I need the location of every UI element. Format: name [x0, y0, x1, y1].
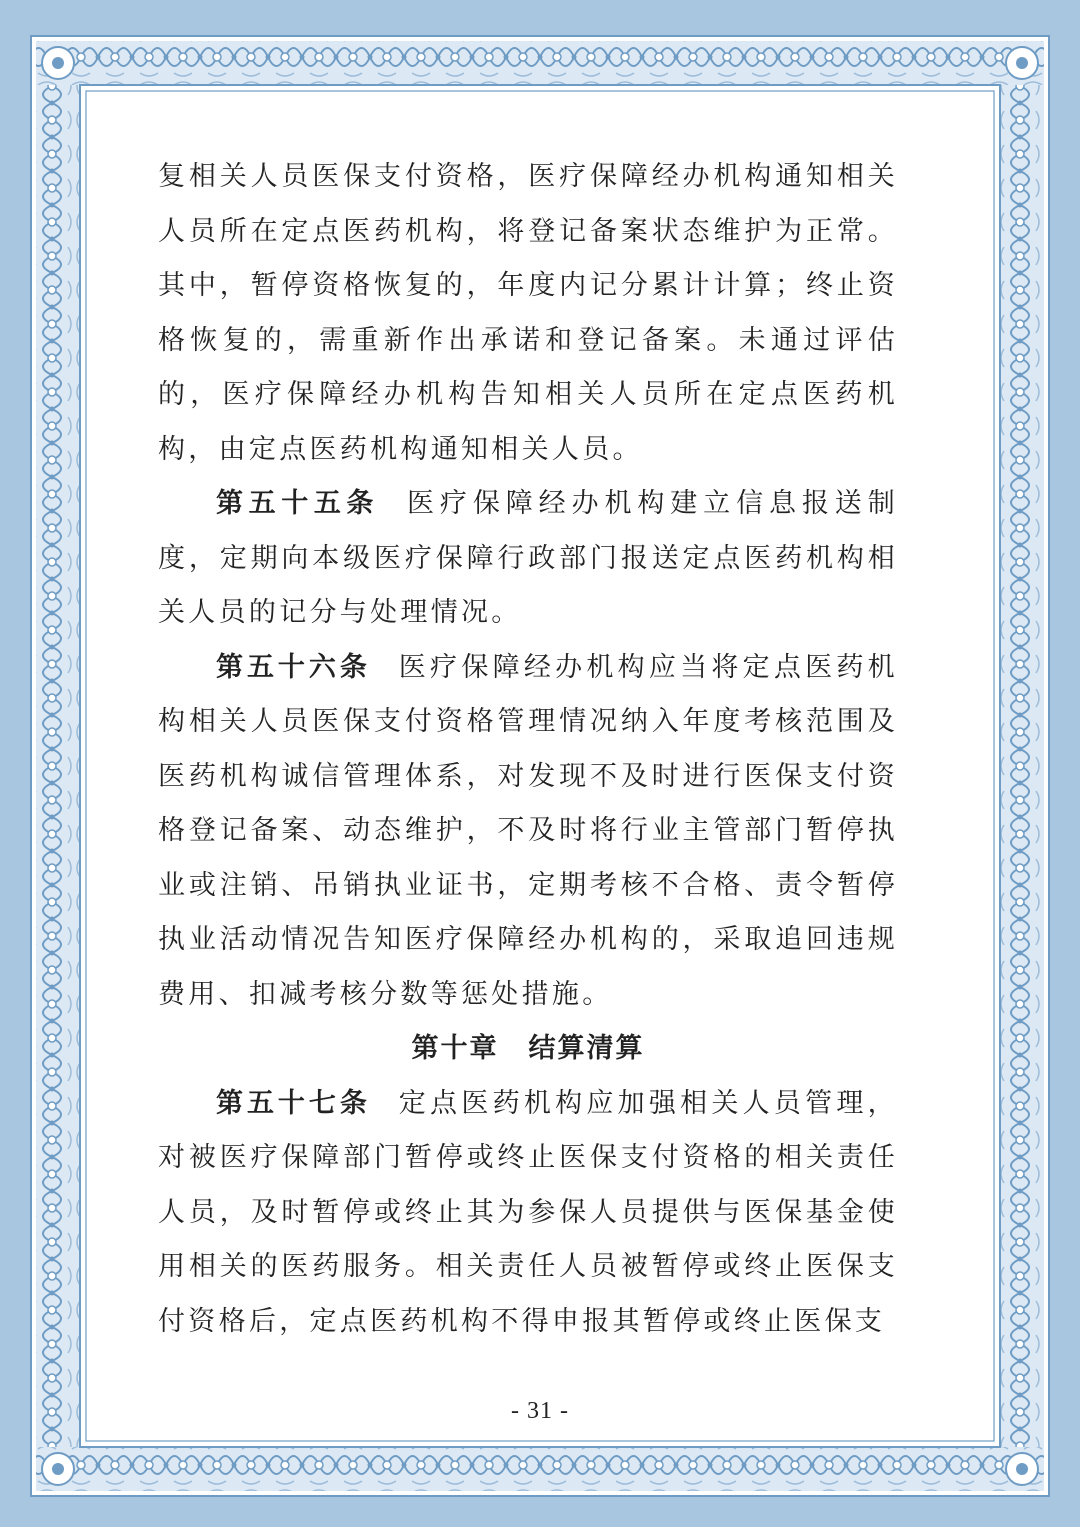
chapter-number: 第十章 [411, 1033, 499, 1064]
chapter-title: 结算清算 [528, 1033, 645, 1064]
page-body [158, 150, 898, 1349]
article-56 [158, 641, 898, 1023]
article-text: 医疗保障经办机构建立信息报送制度，定期向本级医疗保障行政部门报送定点医药机构相关人员的记分与处理情况。 [158, 488, 899, 628]
continuation-paragraph: 复相关人员医保支付资格，医疗保障经办机构通知相关人员所在定点医药机构，将登记备案状态维护为正常。其中，暂停资格恢复的，年度内记分累计计算；终止资格恢复的，需重新作出承诺和登记备案。未通过评估的，医疗保障经办机构告知相关人员所在定点医药机构，由定点医药机构通知相关人员。 [158, 161, 898, 465]
article-text: 定点医药机构应加强相关人员管理，对被医疗保障部门暂停或终止医保支付资格的相关责任人员，及时暂停或终止其为参保人员提供与医保基金使用相关的医药服务。相关责任人员被暂停或终止医保支付资格后，定点医药机构不得申报其暂停或终止医保支 [158, 1087, 898, 1337]
chapter-heading [158, 1022, 898, 1077]
article-number: 第五十五条 [216, 488, 380, 519]
article-55 [158, 477, 898, 641]
page-number: - 31 - [511, 1398, 569, 1424]
article-text: 医疗保障经办机构应当将定点医药机构相关人员医保支付资格管理情况纳入年度考核范围及医药机构诚信管理体系，对发现不及时进行医保支付资格登记备案、动态维护，不及时将行业主管部门暂停执业或注销、吊销执业证书，定期考核不合格、责令暂停执业活动情况告知医疗保障经办机构的，采取追回违规费用、扣减考核分数等惩处措施。 [158, 651, 898, 1010]
article-number: 第五十六条 [216, 651, 371, 683]
article-57 [158, 1077, 898, 1350]
article-number: 第五十七条 [216, 1087, 371, 1119]
